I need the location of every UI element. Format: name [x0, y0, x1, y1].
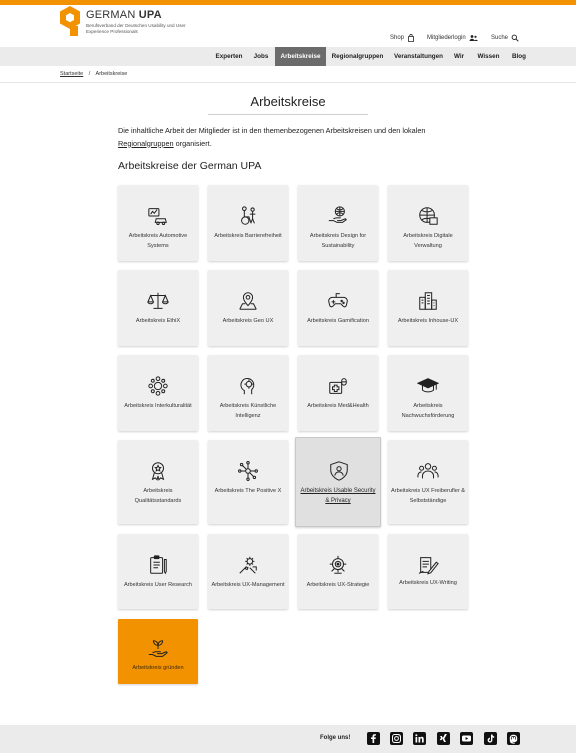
breadcrumb — [60, 71, 127, 77]
logo[interactable] — [58, 4, 188, 38]
tile-label: Arbeitskreis EthiX — [135, 318, 181, 324]
tile-label: Arbeitskreis Geo UX — [222, 318, 274, 324]
instagram-icon[interactable] — [390, 732, 403, 745]
network-icon — [237, 460, 259, 482]
regionalgruppen-link[interactable]: Regionalgruppen — [118, 138, 174, 148]
tile-ux-management[interactable] — [208, 534, 288, 609]
tile-label: Arbeitskreis Qualitätsstandards — [134, 488, 182, 504]
tile-arbeitskreis-gruenden[interactable] — [118, 619, 198, 684]
tile-interkulturalitaet[interactable] — [118, 355, 198, 431]
nav-regionalgruppen[interactable]: Regionalgruppen — [331, 53, 384, 60]
writing-icon — [417, 554, 439, 576]
tile-ux-strategie[interactable] — [298, 534, 378, 609]
footer — [0, 725, 576, 753]
nav-experten[interactable]: Experten — [215, 53, 243, 60]
tile-med-health[interactable] — [298, 355, 378, 431]
nav-veranstaltungen[interactable]: Veranstaltungen — [394, 53, 443, 60]
facebook-icon[interactable] — [367, 732, 380, 745]
tile-inhouse-ux[interactable] — [388, 270, 468, 346]
tile-label: Arbeitskreis Med&Health — [307, 403, 369, 409]
gears-icon — [237, 554, 259, 576]
tile-geo-ux[interactable] — [208, 270, 288, 346]
nav-wissen[interactable]: Wissen — [477, 53, 500, 60]
page-title: Arbeitskreise — [250, 94, 326, 109]
tile-nachwuchsfoerderung[interactable] — [388, 355, 468, 431]
award-icon — [147, 460, 169, 482]
youtube-icon[interactable] — [460, 732, 473, 745]
interculture-icon — [147, 375, 169, 397]
tile-label: Arbeitskreis The Positive X — [214, 488, 282, 494]
breadcrumb-home[interactable]: Startseite — [60, 71, 84, 77]
tile-ethix[interactable] — [118, 270, 198, 346]
tiktok-icon[interactable] — [484, 732, 497, 745]
tile-kuenstliche-intelligenz[interactable] — [208, 355, 288, 431]
tile-label: Arbeitskreis Automotive Systems — [128, 233, 188, 249]
tile-automotive-systems[interactable] — [118, 185, 198, 261]
tile-digitale-verwaltung[interactable] — [388, 185, 468, 261]
gamepad-icon — [327, 290, 349, 312]
tile-label: Arbeitskreis UX-Strategie — [306, 582, 370, 588]
xing-icon[interactable] — [437, 732, 450, 745]
search-link[interactable] — [491, 32, 519, 44]
shop-link[interactable] — [390, 32, 415, 44]
tile-label: Arbeitskreis Barrierefreiheit — [214, 233, 282, 239]
graduation-cap-icon — [417, 375, 439, 397]
buildings-icon — [417, 290, 439, 312]
logo-tagline: Berufsverband der Deutschen Usability und User Experience Professionals — [86, 23, 186, 34]
target-icon — [327, 554, 349, 576]
tile-label: Arbeitskreis Usable Security & Privacy — [300, 488, 376, 504]
group-icon — [417, 460, 439, 482]
breadcrumb-separator: / — [88, 71, 91, 77]
tile-gamification[interactable] — [298, 270, 378, 346]
tile-label: Arbeitskreis Inhouse-UX — [397, 318, 459, 324]
tile-ux-freiberufler-selbststaendige[interactable] — [388, 440, 468, 524]
tile-label: Arbeitskreis UX-Management — [211, 582, 285, 588]
tile-ux-writing[interactable] — [388, 534, 468, 609]
users-icon — [469, 34, 478, 42]
main-navigation — [0, 47, 576, 66]
plant-hand-icon — [147, 638, 169, 660]
automotive-icon — [147, 205, 169, 227]
linkedin-icon[interactable] — [413, 732, 426, 745]
tile-qualitaetsstandards[interactable] — [118, 440, 198, 524]
breadcrumb-current: Arbeitskreise — [95, 71, 128, 77]
divider — [0, 82, 576, 83]
search-icon — [511, 34, 519, 42]
intro-tail: organisiert. — [173, 138, 212, 148]
tile-label: Arbeitskreis Künstliche Intelligenz — [219, 403, 277, 419]
tile-design-for-sustainability[interactable] — [298, 185, 378, 261]
nav-jobs[interactable]: Jobs — [253, 53, 269, 60]
sustainability-icon — [327, 205, 349, 227]
tile-the-positive-x[interactable] — [208, 440, 288, 524]
nav-blog[interactable]: Blog — [512, 53, 526, 60]
tile-label: Arbeitskreis Digitale Verwaltung — [403, 233, 453, 249]
tile-label: Arbeitskreis gründen — [132, 665, 184, 671]
scales-icon — [147, 290, 169, 312]
medical-icon — [327, 375, 349, 397]
clipboard-icon — [147, 554, 169, 576]
tile-label: Arbeitskreis UX-Writing — [399, 580, 457, 586]
tile-label: Arbeitskreis Design for Sustainability — [309, 233, 367, 249]
login-label: Mitgliederlogin — [427, 35, 466, 41]
tile-label: Arbeitskreis User Research — [123, 582, 193, 588]
shop-label: Shop — [390, 35, 405, 41]
tile-label: Arbeitskreis Nachwuchsförderung — [401, 403, 455, 419]
intro-text — [118, 125, 468, 150]
ai-head-icon — [237, 375, 259, 397]
mastodon-icon[interactable] — [507, 732, 520, 745]
tile-barrierefreiheit[interactable] — [208, 185, 288, 261]
logo-mark-icon — [58, 4, 82, 38]
tile-label: Arbeitskreis UX Freiberufler & Selbstständige — [391, 488, 465, 504]
search-label: Suche — [491, 35, 509, 41]
follow-label: Folge uns! — [320, 735, 351, 741]
intro-sentence: Die inhaltliche Arbeit der Mitglieder ist in den themenbezogenen Arbeitskreisen und den lokalen — [118, 126, 426, 135]
tile-usable-security-privacy[interactable] — [295, 437, 381, 527]
tile-label: Arbeitskreis Gamification — [307, 318, 369, 324]
accessibility-icon — [237, 205, 259, 227]
digital-administration-icon — [417, 205, 439, 227]
shopping-bag-icon — [407, 34, 415, 42]
tile-label: Arbeitskreis Interkulturalität — [124, 403, 192, 409]
shield-user-icon — [328, 460, 350, 482]
logo-name: GERMAN UPA — [86, 9, 162, 21]
tile-user-research[interactable] — [118, 534, 198, 609]
title-underline — [208, 114, 368, 115]
member-login-link[interactable] — [427, 32, 478, 44]
nav-arbeitskreise[interactable]: Arbeitskreise — [275, 47, 326, 66]
section-title: Arbeitskreise der German UPA — [118, 160, 262, 172]
map-pin-icon — [237, 290, 259, 312]
nav-wir[interactable]: Wir — [453, 53, 465, 60]
